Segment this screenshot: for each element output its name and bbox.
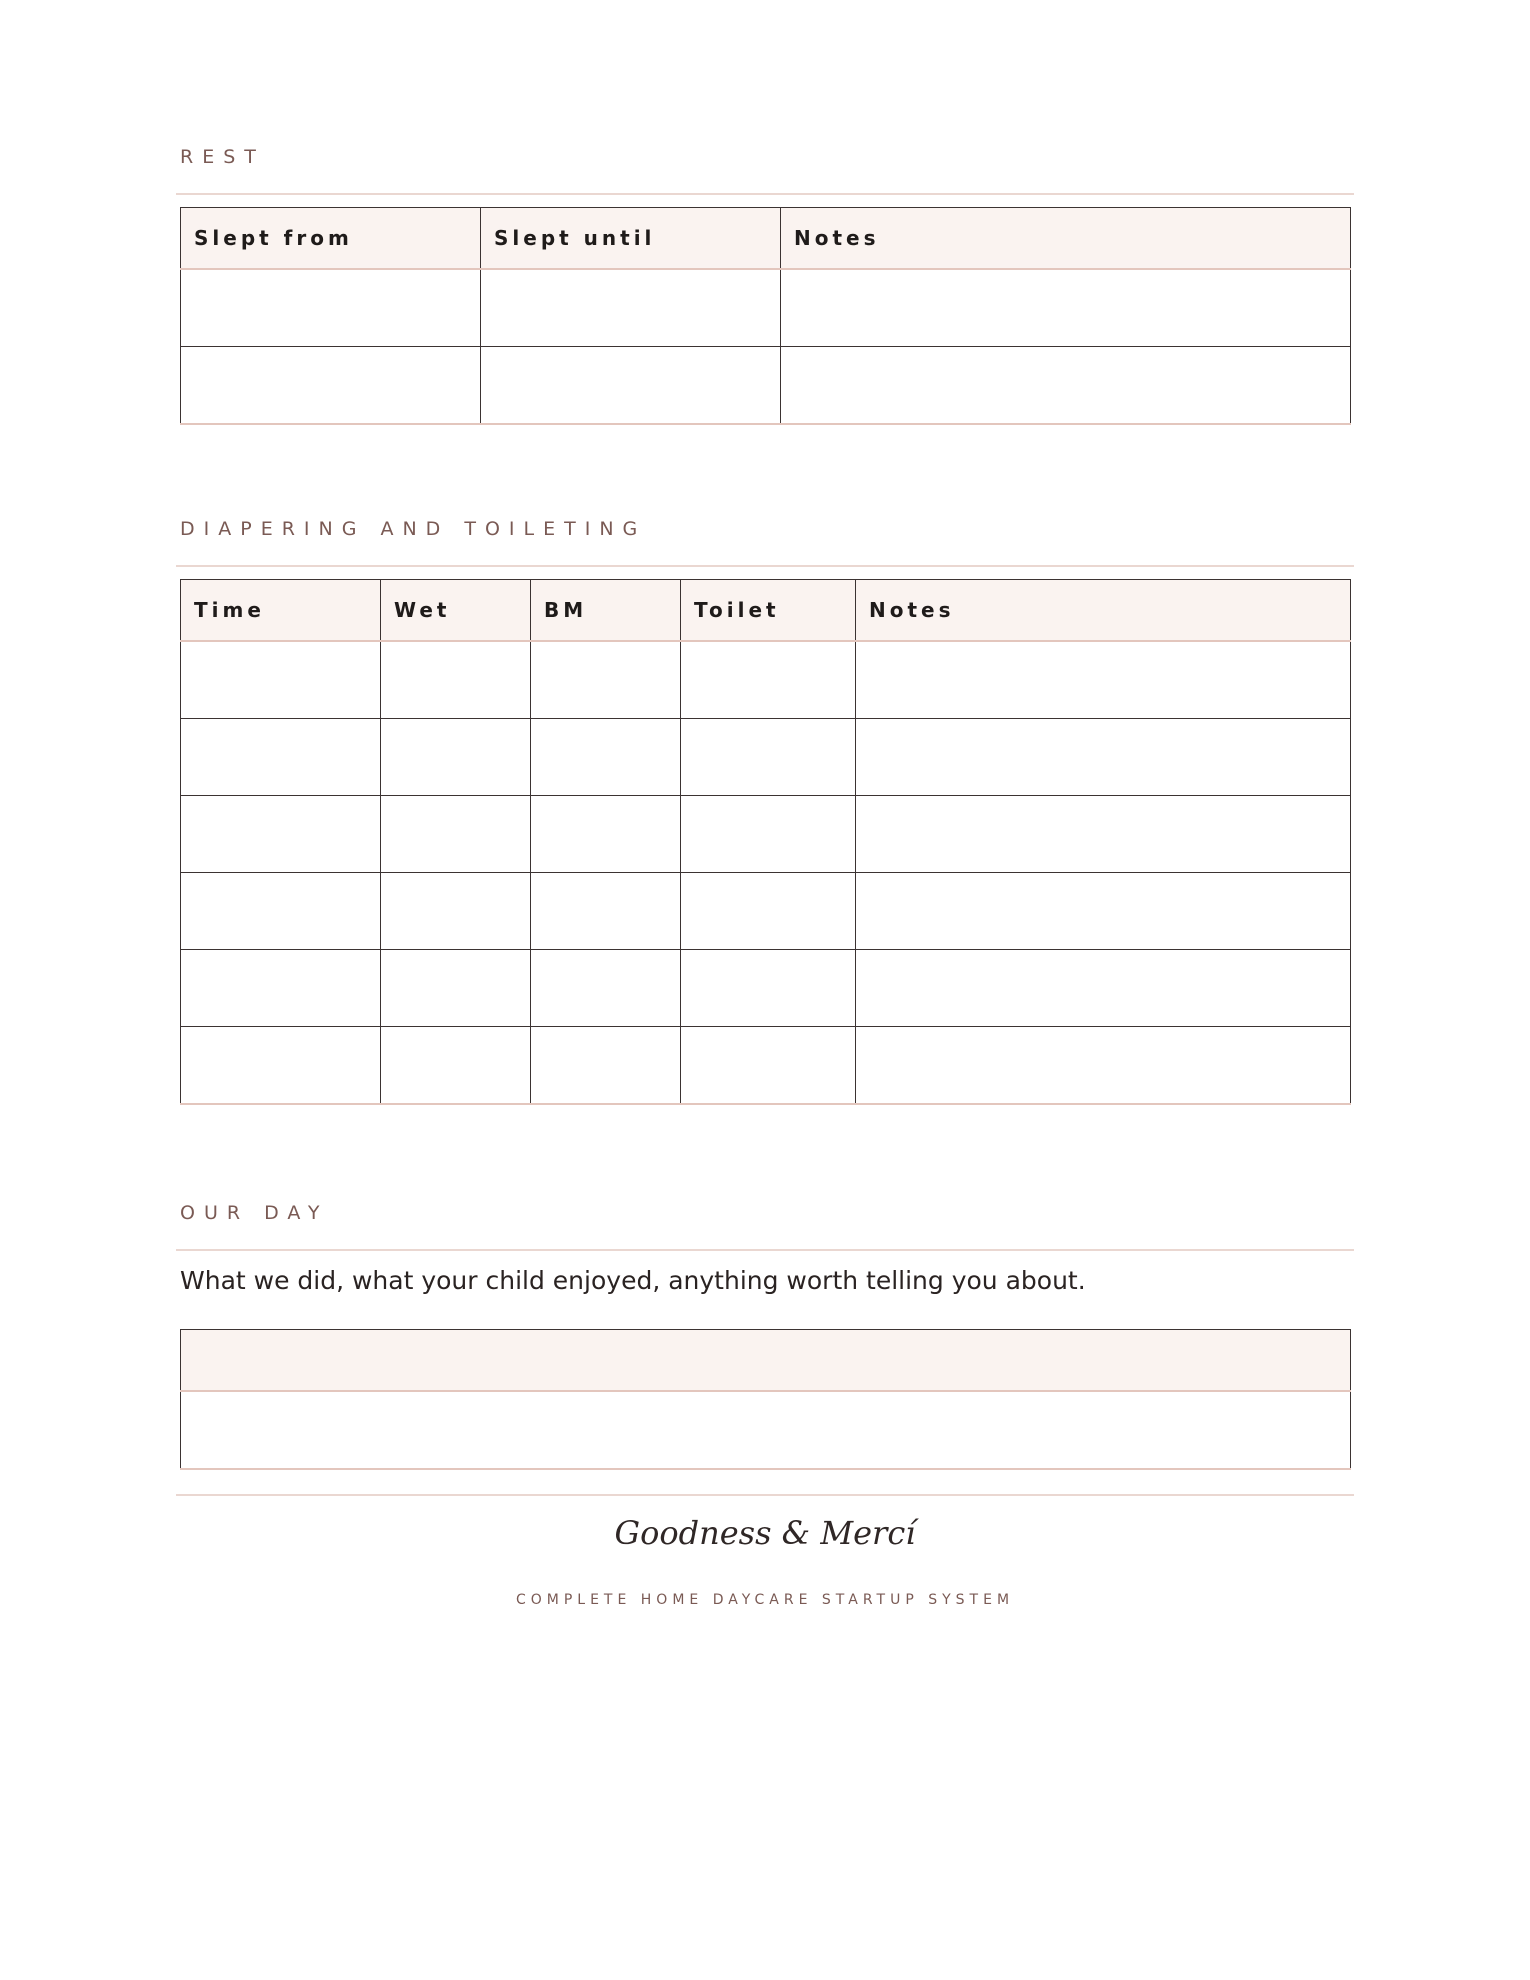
footer-divider	[176, 1494, 1354, 1496]
diapering-cell[interactable]	[856, 641, 1351, 719]
table-row	[181, 950, 1351, 1027]
diapering-cell[interactable]	[381, 1027, 531, 1105]
diapering-cell[interactable]	[681, 950, 856, 1027]
diapering-cell[interactable]	[381, 796, 531, 873]
table-row	[181, 1391, 1351, 1469]
diapering-cell[interactable]	[181, 641, 381, 719]
rest-cell[interactable]	[181, 269, 481, 347]
diapering-cell[interactable]	[531, 796, 681, 873]
diapering-cell[interactable]	[856, 1027, 1351, 1105]
rest-cell[interactable]	[481, 269, 781, 347]
diapering-col-time: Time	[181, 580, 381, 642]
our-day-divider	[176, 1249, 1354, 1251]
diapering-table	[180, 579, 1351, 1105]
diapering-cell[interactable]	[531, 641, 681, 719]
our-day-table	[180, 1329, 1351, 1470]
table-row	[181, 347, 1351, 425]
diapering-cell[interactable]	[381, 950, 531, 1027]
diapering-cell[interactable]	[856, 950, 1351, 1027]
diapering-cell[interactable]	[531, 950, 681, 1027]
rest-divider	[176, 193, 1354, 195]
rest-cell[interactable]	[481, 347, 781, 425]
diapering-cell[interactable]	[181, 950, 381, 1027]
our-day-section-title: OUR DAY	[180, 1202, 329, 1224]
table-row	[181, 1027, 1351, 1105]
diapering-cell[interactable]	[181, 1027, 381, 1105]
rest-col-slept-until: Slept until	[481, 208, 781, 270]
our-day-cell[interactable]	[181, 1391, 1351, 1469]
diapering-cell[interactable]	[856, 719, 1351, 796]
table-row	[181, 796, 1351, 873]
diapering-cell[interactable]	[381, 719, 531, 796]
diapering-section-title: DIAPERING AND TOILETING	[180, 518, 647, 540]
diapering-cell[interactable]	[681, 719, 856, 796]
brand-tagline: COMPLETE HOME DAYCARE STARTUP SYSTEM	[515, 1592, 1015, 1608]
diapering-cell[interactable]	[856, 796, 1351, 873]
diapering-cell[interactable]	[181, 719, 381, 796]
rest-cell[interactable]	[781, 269, 1351, 347]
diapering-col-wet: Wet	[381, 580, 531, 642]
diapering-cell[interactable]	[181, 873, 381, 950]
rest-col-notes: Notes	[781, 208, 1351, 270]
table-row	[181, 719, 1351, 796]
diapering-col-bm: BM	[531, 580, 681, 642]
table-row	[181, 873, 1351, 950]
brand-logo: Goodness & Mercí	[614, 1514, 916, 1552]
diapering-cell[interactable]	[181, 796, 381, 873]
diapering-cell[interactable]	[531, 1027, 681, 1105]
diapering-divider	[176, 565, 1354, 567]
diapering-cell[interactable]	[381, 873, 531, 950]
diapering-cell[interactable]	[381, 641, 531, 719]
our-day-header-cell	[181, 1330, 1351, 1392]
diapering-header-row	[181, 580, 1351, 642]
diapering-cell[interactable]	[681, 1027, 856, 1105]
rest-cell[interactable]	[181, 347, 481, 425]
diapering-col-notes: Notes	[856, 580, 1351, 642]
our-day-intro: What we did, what your child enjoyed, anything worth telling you about.	[180, 1266, 1086, 1295]
table-row	[181, 641, 1351, 719]
diapering-cell[interactable]	[856, 873, 1351, 950]
table-row	[181, 269, 1351, 347]
diapering-cell[interactable]	[531, 719, 681, 796]
diapering-cell[interactable]	[681, 796, 856, 873]
rest-section-title: REST	[180, 146, 265, 168]
diapering-cell[interactable]	[681, 873, 856, 950]
rest-header-row	[181, 208, 1351, 270]
diapering-cell[interactable]	[531, 873, 681, 950]
rest-table	[180, 207, 1351, 425]
rest-col-slept-from: Slept from	[181, 208, 481, 270]
diapering-cell[interactable]	[681, 641, 856, 719]
our-day-header-row	[181, 1330, 1351, 1392]
rest-cell[interactable]	[781, 347, 1351, 425]
diapering-col-toilet: Toilet	[681, 580, 856, 642]
